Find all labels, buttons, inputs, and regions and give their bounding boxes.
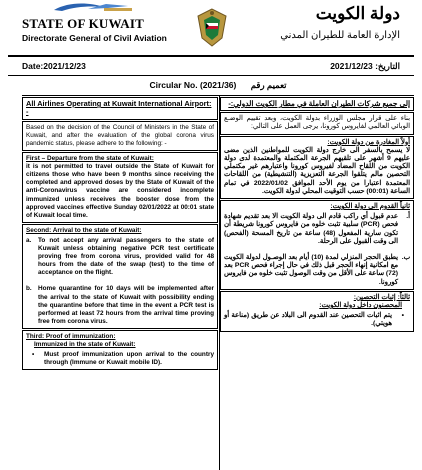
bullet-icon: • [401,312,404,320]
list-item [26,237,214,277]
directorate-name-ar: الإدارة العامة للطيران المدني [280,30,400,41]
section-title: ثانياً القدوم الى دولة الكويت: [330,203,410,211]
list-item [26,351,214,367]
list-item [224,254,410,287]
circular-label-en: Circular No. (2021/36) [149,80,237,90]
dgca-logo-icon [48,0,138,14]
item-text: يتم اثبات التحصين عند القدوم الى البلاد عن طريق (مناعة أو هويتي). [224,312,392,328]
section-title: أولاً المغادرة من دولة الكويت: [327,138,410,146]
date-divider [8,75,414,76]
section-departure-ar [220,136,414,199]
english-column [22,97,218,470]
addressee-en: All Airlines Operating at Kuwait International Airport: - [22,97,218,120]
directorate-name-en: Directorate General of Civil Aviation [22,33,167,43]
section-immunization-ar [220,291,414,332]
intro-ar: بناء على قرار مجلس الوزراء بدولة الكويت، وبعد تقييم الوضـع الوبائي العالمي لفايروس كورونا، يرجى العمل على التالي: [220,112,414,134]
circular-number [22,80,414,94]
addressee-ar: إلى جميع شركات الطيران العاملة في مطار الكويت الدولي:- [220,97,414,111]
section-subtitle: Immunized in the state of Kuwait: [34,340,136,348]
item-text: يطبق الحجر المنزلي لمدة (10) أيام بعد الوصـول لدولة الكويت مع امكانية إنهاء الحجر قبل ذلك في حال إجراء فحص PCR بعد (72) ساعة على الأقل من وقت الوصول تثبت خلوه من فايروس كورونا. [224,254,398,286]
section-immunization-en [22,330,218,370]
section-title: Third: Proof of immunization: [26,332,116,340]
list-item [224,312,410,328]
date-ar: التاريخ: 2021/12/23 [330,61,400,71]
header-divider [8,55,414,57]
intro-en: Based on the decision of the Council of Ministers in the State of Kuwait, and after the evaluation of the global corona virus pandemic status, please adhere to the following: - [22,121,218,151]
section-arrival-en [22,224,218,329]
date-en: Date:2021/12/23 [22,61,86,71]
section-title: Second: Arrival to the state of Kuwait: [26,226,142,234]
item-label: ب. [401,254,410,262]
section-arrival-ar [220,200,414,290]
state-name-en: STATE OF KUWAIT [22,16,144,31]
item-text: To not accept any arrival passengers to the state of Kuwait unless obtaining negative PCR test certificate proving free from corona virus, provided valid for 48 hours from the date of the swap (test) to the time of acceptance on the flight. [38,236,214,277]
section-subtitle: المحصنون داخل دولة الكويت: [319,302,402,310]
section-title: First – Departure from the state of Kuwait: [26,155,154,163]
state-name-ar: دولة الكويت [315,4,400,23]
circular-divider [22,95,414,96]
item-label: أ. [406,213,410,221]
section-text: it is not permitted to travel outside the State of Kuwait for citizens those who have been 9 months since receiving the completed and approved doses by the State of Kuwait of the anti-Coronavirus vaccine are considered incomplete immunized unless receives the booster dose from the approved vaccines effective Sunday 02/01/2022 at 00:01 state of Kuwait local time. [26,163,214,219]
section-text: لا يسمح بالسفر الى خارج دولة الكويت للمواطنين الذين مضى عليهم 9 أشهر على تلقيهم الجرعة المكتملة والمعتمدة لدى دولة الكويت من اللقاح المضاد لفيروس كورونا واعتبارهم غير مكتملي التحصين مالم يتلقوا الجرعة التعزيزية (التنشيطية) من اللقاحات المعتمدة اعتبارا من يوم الأحد الموافق 2022/01/02 في تمام الساعة (00:01) حسب التوقيت المحلي لدولة الكويت. [224,146,411,195]
list-item [224,213,410,246]
bullet-icon: • [32,351,35,359]
section-departure-en [22,152,218,223]
item-text: Home quarantine for 10 days will be implemented after the arrival to the state of Kuwait with possibility ending the quarantine before that time in the event a PCR test is performed at least 72 hours from the arrival time proving free from corona virus. [38,285,214,325]
section-title: ثالثاً: إثبات التحصين: [353,293,410,301]
item-text: Must proof immunization upon arrival to the country through (Immune or Kuwait mobile ID). [44,351,214,367]
item-label: a. [26,236,32,244]
circular-label-ar: تعميم رقم [250,80,287,90]
arabic-column [220,97,414,470]
item-text: عدم قبول أي راكب قادم الى دولة الكويت الا بعد تقديم شهادة فحص (PCR) سلبية تثبت خلوه من فايروس كورونا شريطة أن تكون سارية المفعول (48) ساعة من تاريخ المسحة (الفحص) الى وقت القبول على الرحلة. [224,213,398,245]
kuwait-crest-icon [194,6,230,50]
item-label: b. [26,285,32,293]
list-item [26,285,214,325]
